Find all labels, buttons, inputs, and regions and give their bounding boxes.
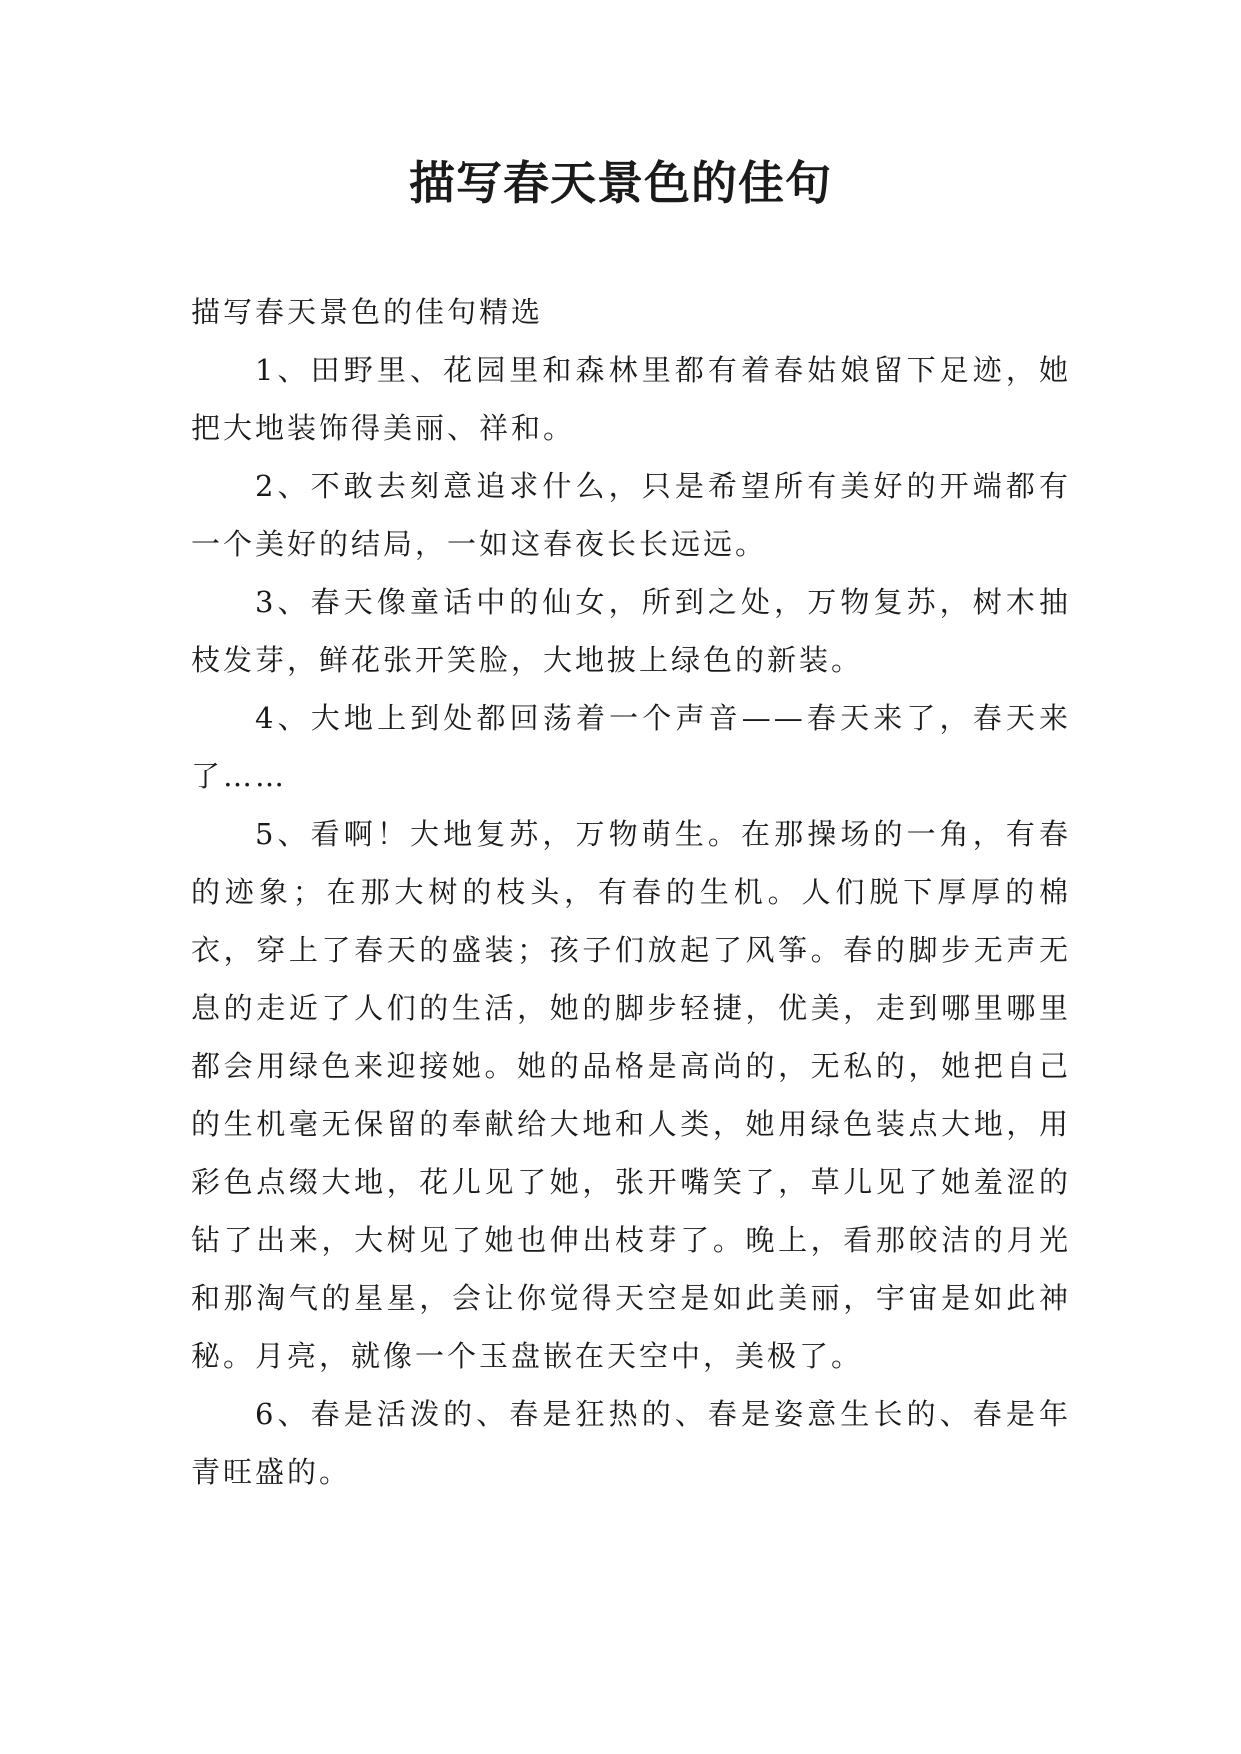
document-body bbox=[191, 283, 1071, 1501]
document-subtitle: 描写春天景色的佳句精选 bbox=[191, 295, 544, 329]
document-title: 描写春天景色的佳句 bbox=[409, 156, 832, 210]
paragraph-2: 2、不敢去刻意追求什么，只是希望所有美好的开端都有一个美好的结局，一如这春夜长长远远。 bbox=[191, 469, 1071, 561]
paragraph-4: 4、大地上到处都回荡着一个声音——春天来了，春天来了…… bbox=[191, 701, 1071, 793]
paragraph-1: 1、田野里、花园里和森林里都有着春姑娘留下足迹，她把大地装饰得美丽、祥和。 bbox=[191, 353, 1071, 445]
paragraph-5: 5、看啊！大地复苏，万物萌生。在那操场的一角，有春的迹象；在那大树的枝头，有春的生机。人们脱下厚厚的棉衣，穿上了春天的盛装；孩子们放起了风筝。春的脚步无声无息的走近了人们的生活，她的脚步轻捷，优美，走到哪里哪里都会用绿色来迎接她。她的品格是高尚的，无私的，她把自己的生机毫无保留的奉献给大地和人类，她用绿色装点大地，用彩色点缀大地，花儿见了她，张开嘴笑了，草儿见了她羞涩的钻了出来，大树见了她也伸出枝芽了。晚上，看那皎洁的月光和那淘气的星星，会让你觉得天空是如此美丽，宇宙是如此神秘。月亮，就像一个玉盘嵌在天空中，美极了。 bbox=[191, 817, 1071, 1373]
paragraph-3: 3、春天像童话中的仙女，所到之处，万物复苏，树木抽枝发芽，鲜花张开笑脸，大地披上绿色的新装。 bbox=[191, 585, 1071, 677]
paragraph-6: 6、春是活泼的、春是狂热的、春是姿意生长的、春是年青旺盛的。 bbox=[191, 1397, 1071, 1489]
